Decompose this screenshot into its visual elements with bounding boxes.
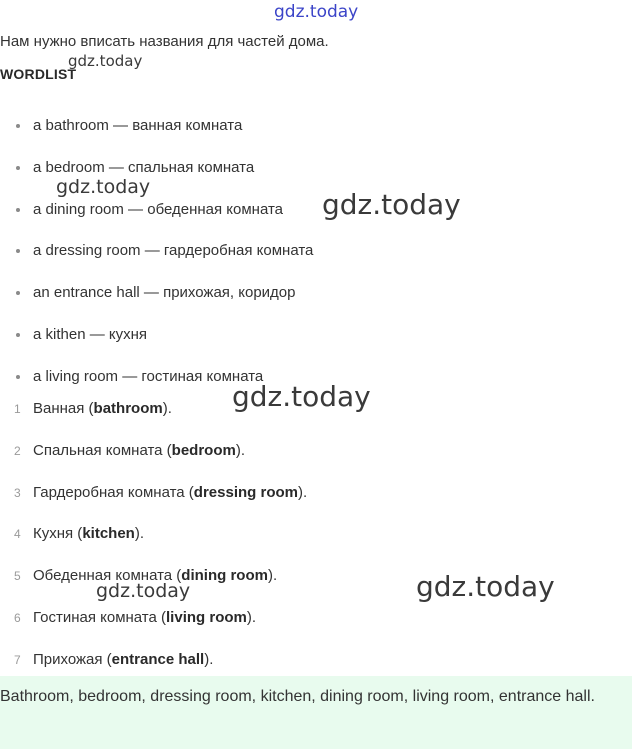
watermark: gdz.today [416, 570, 555, 603]
wordlist-item-text: a dining room — обеденная комната [33, 200, 284, 218]
answer-number: 4 [14, 527, 21, 542]
answer-text [33, 472, 307, 514]
answer-text [33, 513, 144, 555]
wordlist-item-text: an entrance hall — прихожая, коридор [33, 284, 296, 302]
answer-text [33, 388, 172, 430]
answer-en: dressing room [193, 483, 298, 501]
answer-text [33, 430, 245, 472]
answer-text [33, 639, 213, 681]
watermark: gdz.today [96, 580, 191, 602]
watermark: gdz.today [322, 188, 461, 221]
answer-close: ). [297, 483, 308, 501]
wordlist-item-text: a bedroom — спальная комната [33, 158, 255, 176]
answer-ru: Спальная комната ( [33, 441, 172, 459]
answer-ru: Кухня ( [33, 525, 83, 543]
wordlist-item-text: a dressing room — гардеробная комната [33, 242, 314, 260]
wordlist-title: WORDLIST [0, 66, 77, 82]
answer-ru: Гостиная комната ( [33, 608, 167, 626]
bullet-icon [16, 291, 20, 295]
watermark: gdz.today [56, 176, 151, 198]
answer-close: ). [235, 441, 246, 459]
result-box: Bathroom, bedroom, dressing room, kitchen, dining room, living room, entrance hall. [0, 676, 632, 749]
answer-en: living room [166, 608, 247, 626]
answer-number: 5 [14, 569, 21, 584]
bullet-icon [16, 249, 20, 253]
answer-close: ). [134, 525, 144, 543]
answer-close: ). [246, 608, 257, 626]
watermark: gdz.today [232, 380, 371, 413]
watermark: gdz.today [68, 52, 143, 70]
wordlist-item-text: a living room — гостиная комната [33, 367, 264, 385]
answer-en: entrance hall [111, 650, 205, 668]
answer-ru: Гардеробная комната ( [33, 483, 194, 501]
wordlist-item-text: a bathroom — ванная комната [33, 117, 243, 134]
answer-ru: Прихожая ( [33, 650, 112, 668]
answer-close: ). [267, 567, 278, 585]
watermark-top: gdz.today [274, 2, 359, 22]
answer-number: 7 [14, 652, 21, 667]
answer-close: ). [162, 400, 172, 417]
bullet-icon [16, 124, 20, 128]
wordlist-item-text: a kithen — кухня [33, 325, 148, 343]
answer-ru: Ванная ( [33, 400, 94, 417]
bullet-icon [16, 166, 20, 170]
answer-en: dining room [181, 567, 268, 585]
answer-number: 3 [14, 485, 21, 500]
bullet-icon [16, 333, 20, 337]
bullet-icon [16, 208, 20, 212]
answer-number: 2 [14, 443, 21, 458]
answer-number: 6 [14, 610, 21, 625]
answer-close: ). [204, 650, 214, 668]
intro-text: Нам нужно вписать названия для частей дома. [0, 33, 329, 50]
answer-ru: Обеденная комната ( [33, 567, 182, 585]
answer-en: bathroom [93, 400, 163, 417]
answer-en: bedroom [171, 441, 236, 459]
answer-en: kitchen [82, 525, 135, 543]
bullet-icon [16, 375, 20, 379]
answer-text [33, 597, 256, 639]
answer-number: 1 [14, 402, 21, 416]
